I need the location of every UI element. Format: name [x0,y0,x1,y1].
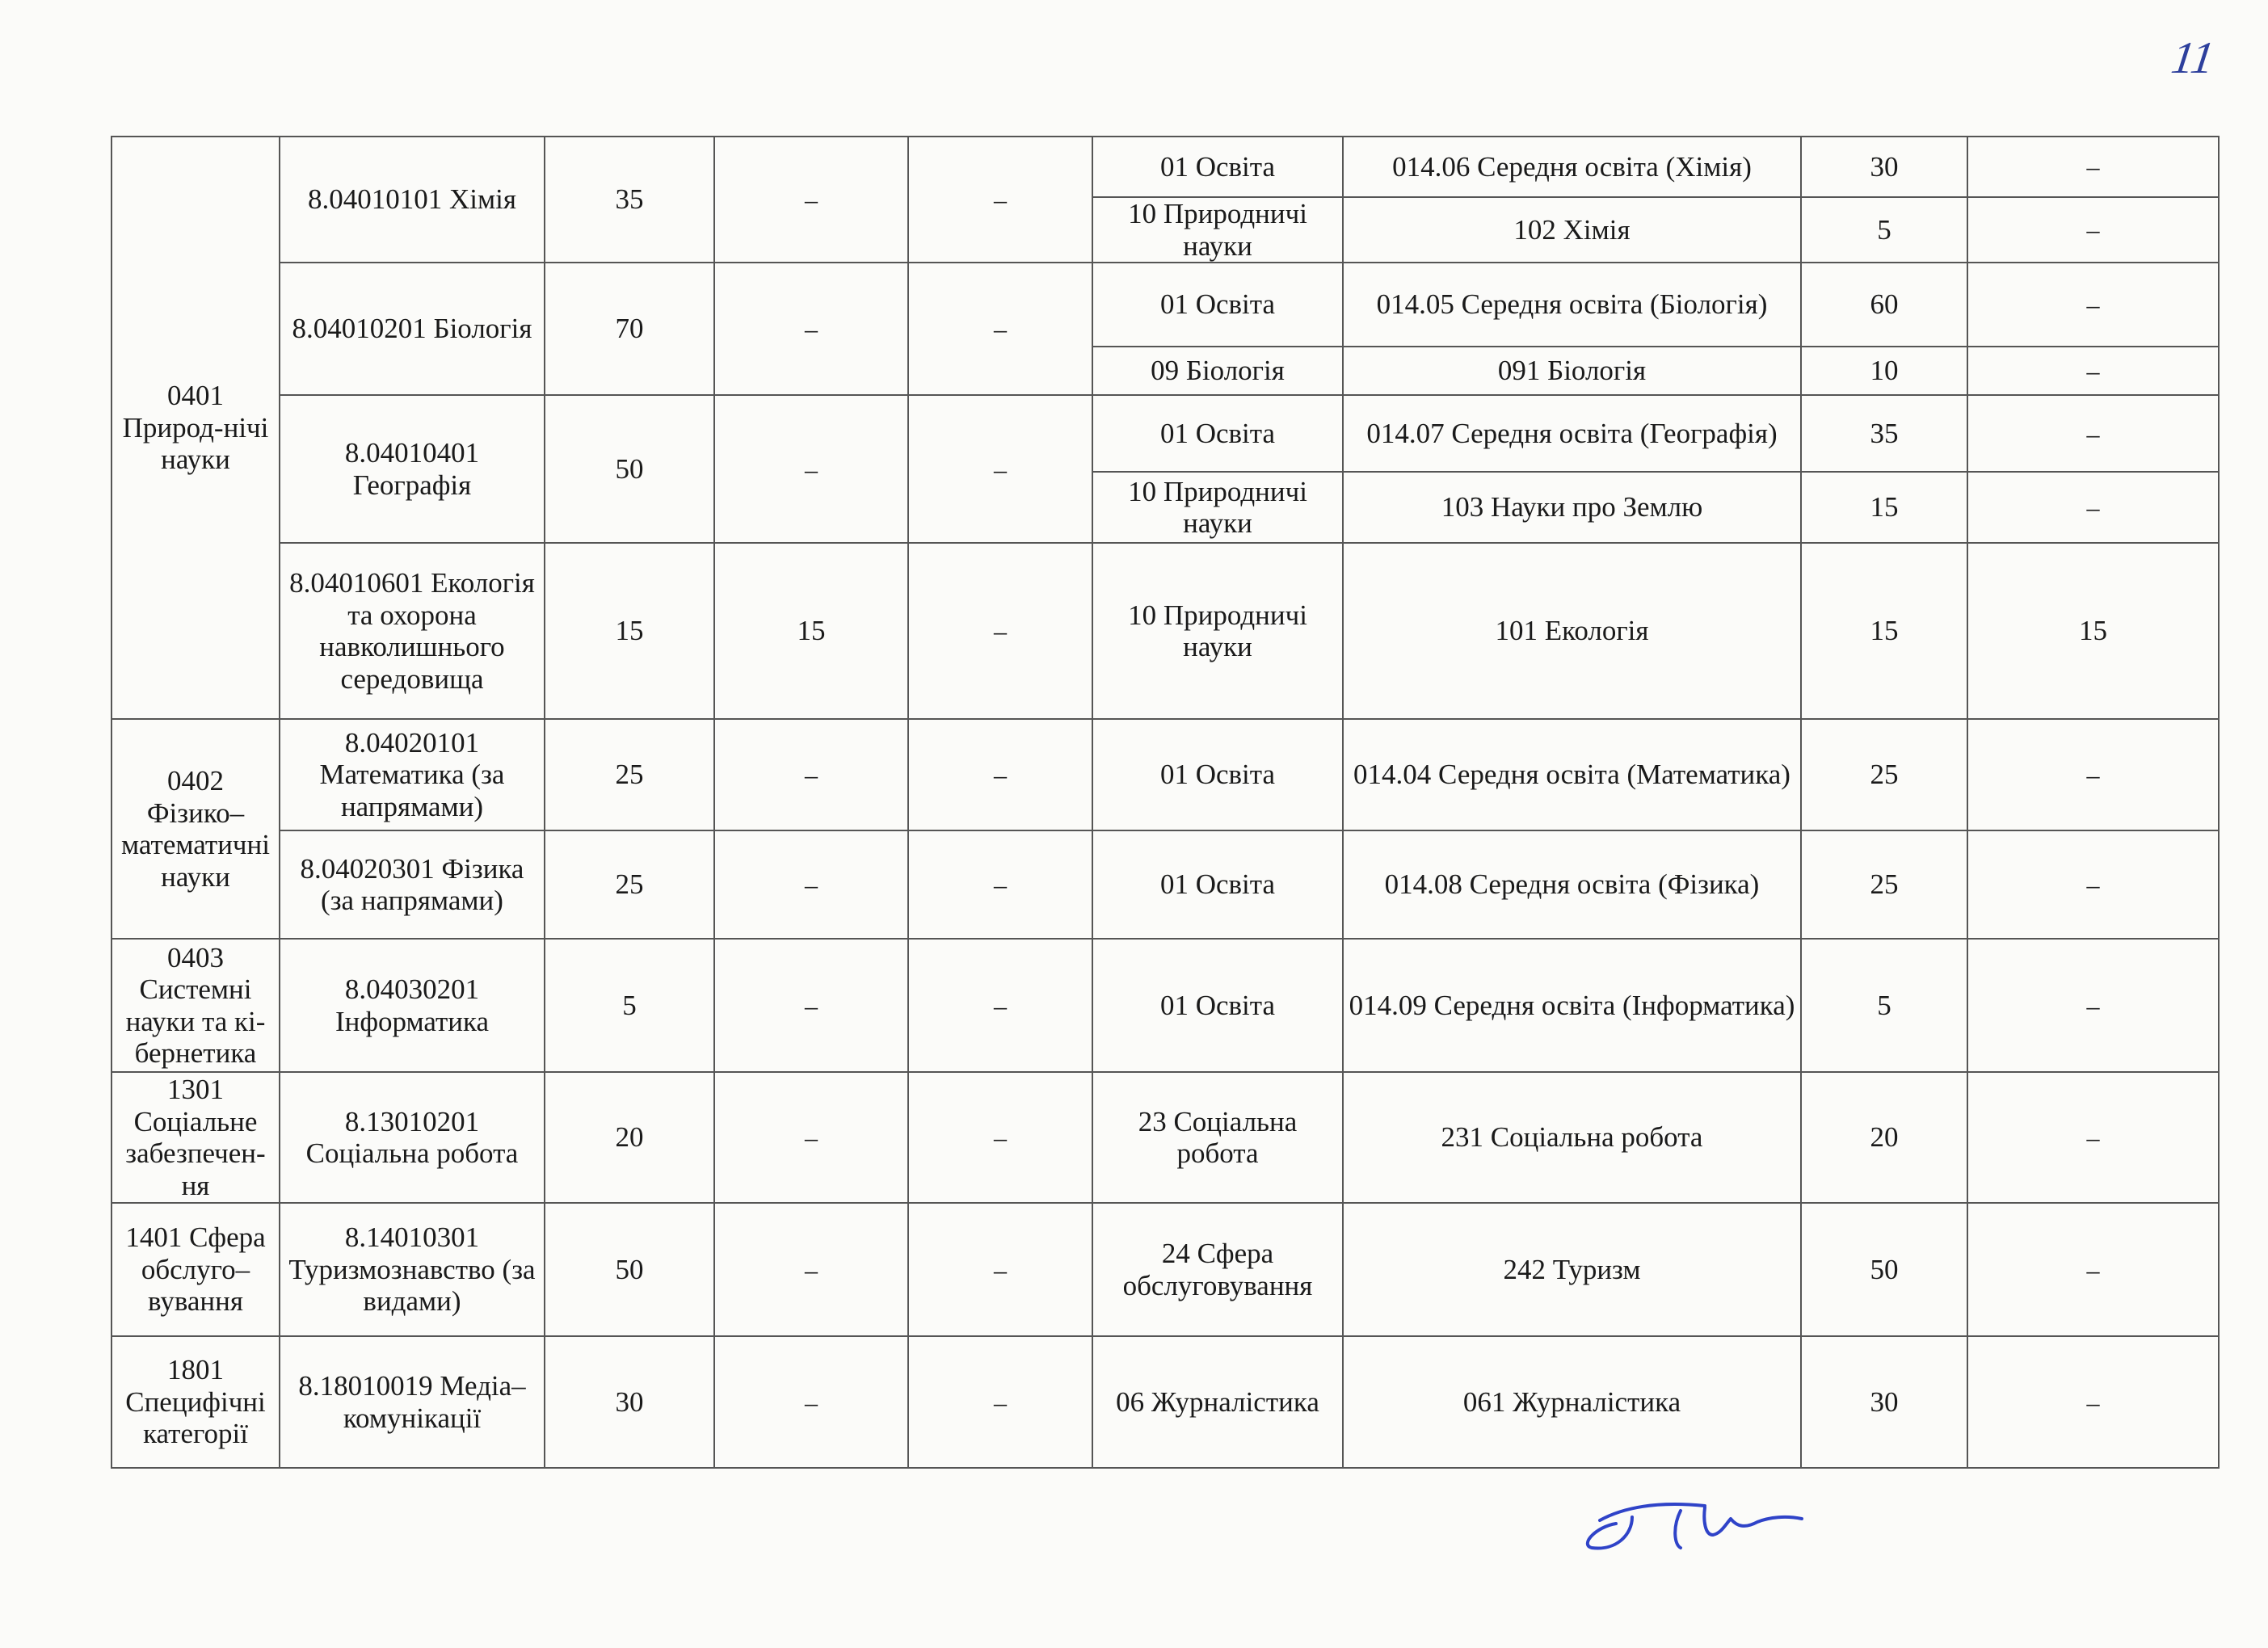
branch-cell: 09 Біологія [1092,347,1343,395]
new-count-cell: 5 [1801,197,1967,263]
old-count-cell: – [908,830,1092,939]
new-count-cell: 30 [1801,137,1967,197]
old-specialty-cell: 8.04010401 Географія [280,395,545,543]
old-count-cell: 30 [545,1336,714,1468]
old-count-cell: – [714,395,908,543]
table-row [112,1203,2219,1336]
branch-cell: 10 Природничі науки [1092,472,1343,543]
new-count-cell: – [1967,1203,2219,1336]
new-specialty-cell: 014.09 Середня освіта (Інформатика) [1343,939,1801,1072]
new-count-cell: – [1967,137,2219,197]
new-specialty-cell: 014.08 Середня освіта (Фізика) [1343,830,1801,939]
new-specialty-cell: 014.05 Середня освіта (Біологія) [1343,263,1801,347]
old-count-cell: 15 [714,543,908,719]
table-row [112,543,2219,719]
table-row [112,939,2219,1072]
old-count-cell: 25 [545,830,714,939]
old-specialty-cell: 8.04030201 Інформатика [280,939,545,1072]
old-count-cell: – [714,939,908,1072]
new-count-cell: – [1967,395,2219,472]
table-row [112,719,2219,830]
new-count-cell: 5 [1801,939,1967,1072]
old-specialty-cell: 8.04020301 Фізика (за напрямами) [280,830,545,939]
specialties-table [111,136,2220,1469]
new-count-cell: 25 [1801,830,1967,939]
new-specialty-cell: 103 Науки про Землю [1343,472,1801,543]
new-count-cell: 50 [1801,1203,1967,1336]
table-row [112,263,2219,347]
new-count-cell: – [1967,719,2219,830]
new-count-cell: 60 [1801,263,1967,347]
field-group-cell: 0402 Фізико–математичні науки [112,719,280,939]
old-specialty-cell: 8.04010601 Екологія та охорона навколишнього середовища [280,543,545,719]
new-count-cell: 20 [1801,1072,1967,1203]
new-count-cell: – [1967,472,2219,543]
old-count-cell: – [714,137,908,263]
old-count-cell: – [908,939,1092,1072]
old-count-cell: – [908,719,1092,830]
old-specialty-cell: 8.04010101 Хімія [280,137,545,263]
old-count-cell: 50 [545,395,714,543]
branch-cell: 01 Освіта [1092,719,1343,830]
new-count-cell: – [1967,1336,2219,1468]
old-count-cell: – [714,719,908,830]
old-specialty-cell: 8.18010019 Медіа–комунікації [280,1336,545,1468]
new-count-cell: – [1967,263,2219,347]
new-count-cell: – [1967,197,2219,263]
old-count-cell: 50 [545,1203,714,1336]
new-specialty-cell: 242 Туризм [1343,1203,1801,1336]
old-count-cell: – [908,1336,1092,1468]
old-count-cell: 25 [545,719,714,830]
old-count-cell: – [908,395,1092,543]
old-count-cell: 5 [545,939,714,1072]
new-count-cell: 25 [1801,719,1967,830]
new-specialty-cell: 091 Біологія [1343,347,1801,395]
branch-cell: 01 Освіта [1092,830,1343,939]
branch-cell: 01 Освіта [1092,137,1343,197]
new-count-cell: 10 [1801,347,1967,395]
new-count-cell: 15 [1967,543,2219,719]
old-count-cell: 35 [545,137,714,263]
signature-icon [1584,1470,1810,1559]
old-count-cell: – [714,1072,908,1203]
field-group-cell: 1301 Соціальне забезпечен-ня [112,1072,280,1203]
old-count-cell: – [908,263,1092,395]
new-count-cell: – [1967,1072,2219,1203]
table-row [112,1072,2219,1203]
new-specialty-cell: 102 Хімія [1343,197,1801,263]
old-count-cell: 20 [545,1072,714,1203]
table-row [112,1336,2219,1468]
new-count-cell: – [1967,939,2219,1072]
old-count-cell: – [714,1203,908,1336]
table-row [112,830,2219,939]
field-group-cell: 0401 Природ-нічі науки [112,137,280,719]
branch-cell: 23 Соціальна робота [1092,1072,1343,1203]
branch-cell: 24 Сфера обслуговування [1092,1203,1343,1336]
field-group-cell: 1801 Специфічні категорії [112,1336,280,1468]
old-specialty-cell: 8.04010201 Біологія [280,263,545,395]
branch-cell: 01 Освіта [1092,395,1343,472]
new-specialty-cell: 101 Екологія [1343,543,1801,719]
branch-cell: 01 Освіта [1092,939,1343,1072]
new-specialty-cell: 231 Соціальна робота [1343,1072,1801,1203]
old-count-cell: 70 [545,263,714,395]
new-specialty-cell: 014.04 Середня освіта (Математика) [1343,719,1801,830]
new-count-cell: 15 [1801,543,1967,719]
table-row [112,395,2219,472]
new-count-cell: 15 [1801,472,1967,543]
old-count-cell: – [908,543,1092,719]
old-count-cell: – [908,1072,1092,1203]
new-specialty-cell: 014.06 Середня освіта (Хімія) [1343,137,1801,197]
old-count-cell: – [908,1203,1092,1336]
branch-cell: 01 Освіта [1092,263,1343,347]
old-count-cell: – [714,830,908,939]
new-count-cell: – [1967,347,2219,395]
old-count-cell: – [908,137,1092,263]
new-count-cell: – [1967,830,2219,939]
branch-cell: 10 Природничі науки [1092,543,1343,719]
new-count-cell: 35 [1801,395,1967,472]
field-group-cell: 0403 Системні науки та кі-бернетика [112,939,280,1072]
old-count-cell: 15 [545,543,714,719]
new-specialty-cell: 061 Журналістика [1343,1336,1801,1468]
old-count-cell: – [714,263,908,395]
new-count-cell: 30 [1801,1336,1967,1468]
branch-cell: 06 Журналістика [1092,1336,1343,1468]
old-specialty-cell: 8.04020101 Математика (за напрямами) [280,719,545,830]
old-specialty-cell: 8.13010201 Соціальна робота [280,1072,545,1203]
field-group-cell: 1401 Сфера обслуго–вування [112,1203,280,1336]
old-count-cell: – [714,1336,908,1468]
old-specialty-cell: 8.14010301 Туризмознавство (за видами) [280,1203,545,1336]
page-number: 11 [2168,33,2218,83]
new-specialty-cell: 014.07 Середня освіта (Географія) [1343,395,1801,472]
branch-cell: 10 Природничі науки [1092,197,1343,263]
table-row [112,137,2219,197]
